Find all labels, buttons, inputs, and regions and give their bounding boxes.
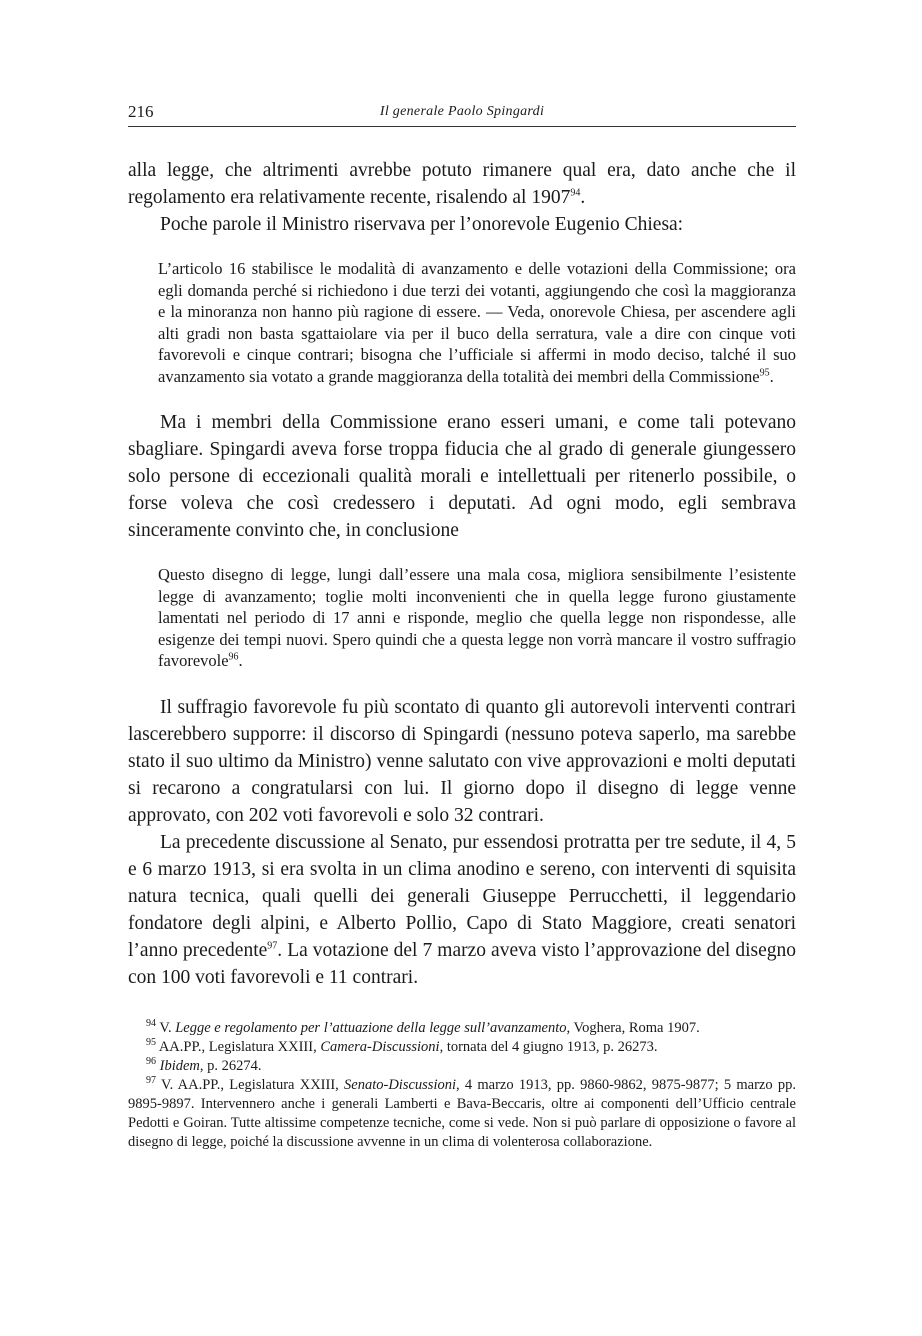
footnote-ref-96: 96 (228, 651, 239, 663)
running-title: Il generale Paolo Spingardi (379, 104, 545, 119)
footnote-95: $^{95}$ AA.PP., Legislatura XXIII, Camera-Discussioni, tornata del 4 giugno 1913, p. 26273. (146, 1036, 658, 1055)
paragraph-commission-members: Ma i membri della Commissione erano esseri umani, e come tali potevano sbagliare. Spingardi aveva forse troppa fiducia che al grado di generale giungessero solo persone di eccezionali qualità morali e intellettuali per ritenerlo possibile, o forse voleva che così credessero i deputati. Ad ogni modo, egli sembrava sinceramente convinto che, in conclusione (128, 412, 796, 541)
footnote-ref-97: 97 (267, 940, 278, 951)
paragraph-continuation: alla legge, che altrimenti avrebbe potuto rimanere qual era, dato anche che il regolamento era relativamente recente, risalendo al 1907$^{94}$. (128, 160, 796, 208)
page-header (128, 100, 796, 127)
paragraph-senate-discussion: La precedente discussione al Senato, pur essendosi protratta per tre sedute, il 4, 5 e 6 marzo 1913, si era svolta in un clima anodino e sereno, con interventi di squisita natura tecnica, quali quelli dei generali Giuseppe Perrucchetti, il leggendario fondatore degli alpini, e Alberto Pollio, Capo di Stato Maggiore, creati senatori l’anno precedente$^{97}$. La votazione del 7 marzo aveva visto l’approvazione del disegno con 100 voti favorevoli e 11 contrari. (128, 831, 796, 988)
paragraph-favorable-vote: Il suffragio favorevole fu più scontato di quanto gli autorevoli interventi contrari lascerebbero supporre: il discorso di Spingardi (nessuno poteva saperlo, ma sarebbe stato il suo ultimo da Ministro) venne salutato con vive approvazioni e molti deputati si recarono a congratularsi con lui. Il giorno dopo il disegno di legge venne approvato, con 202 voti favorevoli e solo 32 contrari. (128, 696, 796, 826)
footnote-ref-95: 95 (759, 367, 770, 378)
footnote-ref-94: 94 (570, 187, 581, 199)
block-quote-article-16: L’articolo 16 stabilisce le modalità di avanzamento e delle votazioni della Commissione; ora egli domanda perché si richiedono i due terzi dei votanti, aggiungendo che così la maggioranza e la minoranza non hanno più ragione di essere. — Veda, onorevole Chiesa, per ascendere agli alti gradi non basta sgattaiolare via per il buco della serratura, vale a dire con cinque voti favorevoli e cinque contrari; bisogna che l’ufficiale si affermi in modo deciso, talché il suo avanzamento sia votato a grande maggioranza della totalità dei membri della Commissione$^{95}$. (158, 259, 796, 386)
footnote-97: $^{97}$ V. AA.PP., Legislatura XXIII, Senato-Discussioni, 4 marzo 1913, pp. 9860-9862, 9875-9877; 5 marzo pp. 9895-9897. Intervennero anche i generali Lamberti e Bava-Beccaris, oltre ai componenti dell’Ufficio centrale Pedotti e Goiran. Tutte altissime competenze tecniche, come si vede. Non si può parlare di opposizione o favore al disegno di legge, poiché la discussione avvenne in un clima di volenterosa collaborazione. (128, 1074, 796, 1150)
block-quote-conclusion: Questo disegno di legge, lungi dall’essere una mala cosa, migliora sensibilmente l’esistente legge di avanzamento; toglie molti inconvenienti che in quella legge furono giustamente lamentati nel periodo di 17 anni e risponde, meglio che quella legge non rispondesse, alle esigenze dei tempi nuovi. Spero quindi che a questa legge non vorrà mancare il vostro suffragio favorevole$^{96}$. (158, 565, 796, 670)
footnote-94: $^{94}$ V. Legge e regolamento per l’attuazione della legge sull’avanzamento, Voghera, Roma 1907. (146, 1017, 700, 1036)
footnote-96: $^{96}$ Ibidem, p. 26274. (146, 1055, 262, 1074)
book-page (128, 100, 796, 1152)
footnotes (128, 1019, 796, 1152)
paragraph-chiesa-intro: Poche parole il Ministro riservava per l’onorevole Eugenio Chiesa: (160, 214, 684, 235)
page-number: 216 (128, 102, 154, 121)
